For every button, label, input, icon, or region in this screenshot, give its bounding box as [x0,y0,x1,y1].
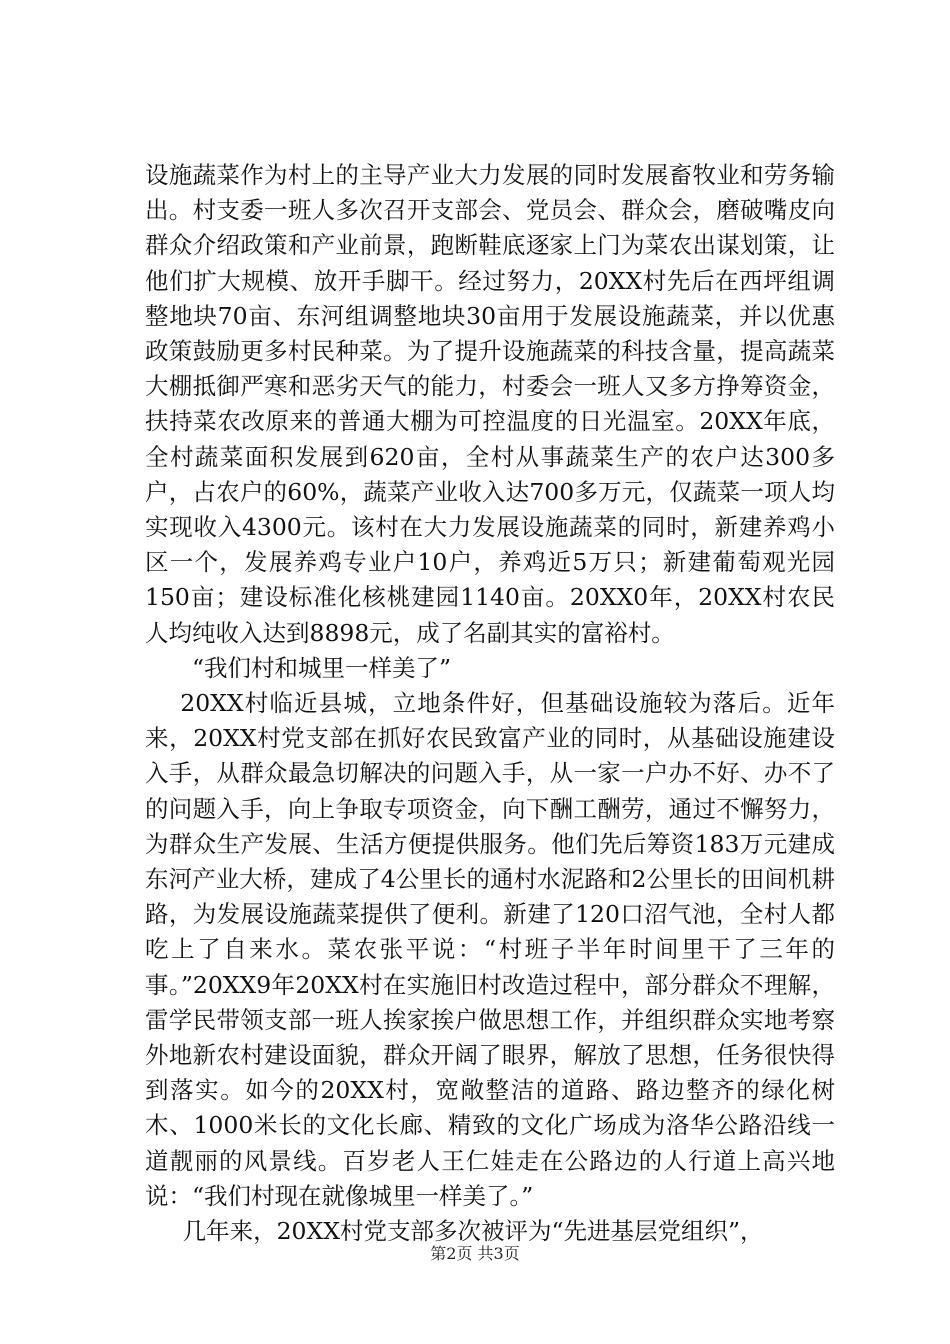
document-body [145,158,835,1249]
paragraph-infrastructure: 20XX村临近县城，立地条件好，但基础设施较为落后。近年来，20XX村党支部在抓好农民致富产业的同时，从基础设施建设入手，从群众最急切解决的问题入手，从一家一户办不好、办不了的问题入手，向上争取专项资金，向下酬工酬劳，通过不懈努力，为群众生产发展、生活方便提供服务。他们先后筹资183万元建成东河产业大桥，建成了4公里长的通村水泥路和2公里长的田间机耕路，为发展设施蔬菜提供了便利。新建了120口沼气池，全村人都吃上了自来水。菜农张平说：“村班子半年时间里干了三年的事。”20XX9年20XX村在实施旧村改造过程中，部分群众不理解，雷学民带领支部一班人挨家挨户做思想工作，并组织群众实地考察外地新农村建设面貌，群众开阔了眼界，解放了思想，任务很快得到落实。如今的20XX村，宽敞整洁的道路、路边整齐的绿化树木、1000米长的文化长廊、精致的文化广场成为洛华公路沿线一道靓丽的风景线。百岁老人王仁娃走在公路边的人行道上高兴地说：“我们村现在就像城里一样美了。” [145,689,835,1210]
section-heading: “我们村和城里一样美了” [192,653,452,682]
page-number-footer: 第2页 共3页 [430,1244,520,1263]
paragraph-vegetable-industry: 设施蔬菜作为村上的主导产业大力发展的同时发展畜牧业和劳务输出。村支委一班人多次召开支部会、党员会、群众会，磨破嘴皮向群众介绍政策和产业前景，跑断鞋底逐家上门为菜农出谋划策，让他们扩大规模、放开手脚干。经过努力，20XX村先后在西坪组调整地块70亩、东河组调整地块30亩用于发展设施蔬菜，并以优惠政策鼓励更多村民种菜。为了提升设施蔬菜的科技含量，提高蔬菜大棚抵御严寒和恶劣天气的能力，村委会一班人又多方挣筹资金，扶持菜农改原来的普通大棚为可控温度的日光温室。20XX年底，全村蔬菜面积发展到620亩，全村从事蔬菜生产的农户达300多户，占农户的60%，蔬菜产业收入达700多万元，仅蔬菜一项人均实现收入4300元。该村在大力发展设施蔬菜的同时，新建养鸡小区一个，发展养鸡专业户10户，养鸡近5万只；新建葡萄观光园150亩；建设标准化核桃建园1140亩。20XX0年，20XX村农民人均纯收入达到8898元，成了名副其实的富裕村。 [145,161,835,647]
paragraph-honors: 几年来，20XX村党支部多次被评为“先进基层党组织”， [182,1217,764,1246]
